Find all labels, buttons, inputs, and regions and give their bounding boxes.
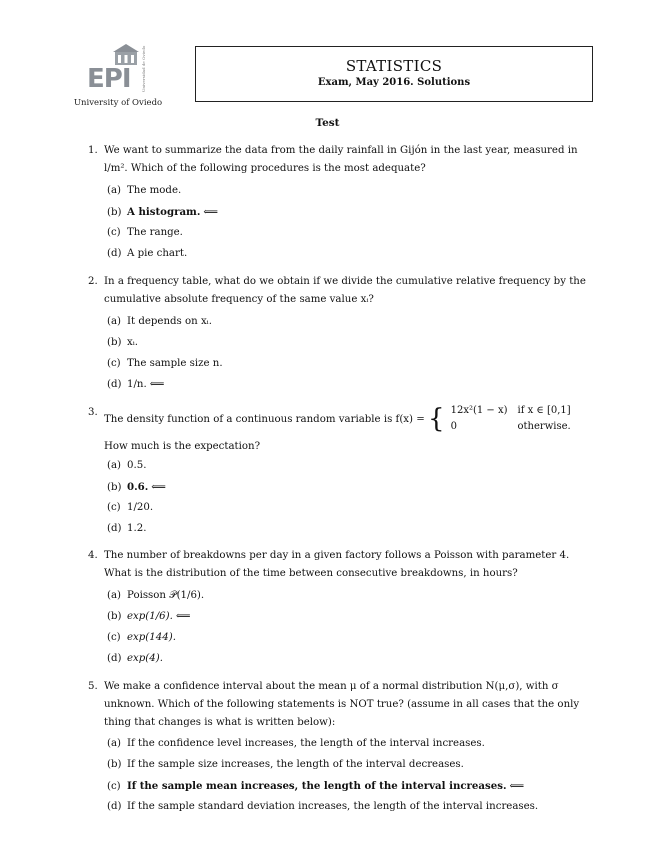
- option-correct: (b) 0.6. ⟸: [107, 481, 166, 493]
- option: (b) If the sample size increases, the length of the interval decreases.: [107, 759, 464, 770]
- option: (a) Poisson 𝒫(1/6).: [107, 590, 205, 601]
- logo-letters: EPI: [87, 64, 131, 94]
- question-text-after: How much is the expectation?: [104, 441, 261, 452]
- question-4: [88, 547, 598, 583]
- correct-marker-icon: ⟸: [203, 207, 218, 218]
- logo-side-text: Universidad de Oviedo: [141, 45, 146, 93]
- option-correct: (d) 1/n. ⟸: [107, 379, 165, 390]
- option: (b) xᵢ.: [107, 337, 139, 348]
- option: (a) If the confidence level increases, the length of the interval increases.: [107, 738, 485, 749]
- option: (d) exp(4).: [107, 653, 163, 664]
- option: (c) 1/20.: [107, 502, 154, 513]
- correct-marker-icon: ⟸: [175, 611, 191, 622]
- option-correct: (b) exp(1/6). ⟸: [107, 611, 191, 622]
- question-text: The density function of a continuous random variable is f(x) =: [104, 414, 425, 425]
- page-title: STATISTICS: [345, 57, 443, 75]
- question-2: [88, 273, 598, 309]
- question-number: 4.: [88, 550, 98, 561]
- section-title: Test: [315, 117, 340, 129]
- piecewise-cases: 12x²(1 − x) if x ∈ [0,1] 0 otherwise.: [450, 405, 571, 432]
- correct-marker-icon: ⟸: [509, 781, 525, 792]
- question-text: We make a confidence interval about the mean μ of a normal distribution N(μ,σ), with σ unknown. Which of the following statements is NOT true? (assume in all cases that the only thing that changes is what is written below):: [104, 681, 580, 728]
- brace: {: [428, 404, 445, 434]
- university-name: University of Oviedo: [73, 98, 163, 108]
- option: (a) 0.5.: [107, 460, 147, 471]
- question-1: [88, 142, 598, 178]
- option: (c) The range.: [107, 227, 183, 238]
- option: (a) The mode.: [107, 185, 182, 196]
- question-number: 2.: [88, 276, 98, 287]
- option: (d) A pie chart.: [107, 248, 188, 259]
- question-5: [88, 678, 598, 732]
- option: (c) The sample size n.: [107, 358, 223, 369]
- question-number: 1.: [88, 145, 98, 156]
- question-number: 5.: [88, 681, 98, 692]
- option-correct: (b) A histogram. ⟸: [107, 206, 218, 218]
- question-text: We want to summarize the data from the daily rainfall in Gijón in the last year, measured in l/m². Which of the following procedures is the most adequate?: [104, 145, 578, 174]
- option: (a) It depends on xᵢ.: [107, 316, 212, 327]
- page-subtitle: Exam, May 2016. Solutions: [317, 77, 471, 88]
- title-box: [195, 46, 593, 102]
- question-text: The number of breakdowns per day in a given factory follows a Poisson with parameter 4. What is the distribution of the time between consecutive breakdowns, in hours?: [104, 550, 570, 579]
- option: (c) exp(144).: [107, 632, 176, 643]
- correct-marker-icon: ⟸: [149, 379, 165, 390]
- correct-marker-icon: ⟸: [151, 482, 166, 493]
- option: (d) 1.2.: [107, 523, 147, 534]
- question-text: In a frequency table, what do we obtain if we divide the cumulative relative frequency by the cumulative absolute frequency of the same value xᵢ?: [104, 276, 586, 305]
- option: (d) If the sample standard deviation increases, the length of the interval increases.: [107, 801, 539, 812]
- question-number: 3.: [88, 407, 98, 418]
- epi-logo-graphic: [83, 40, 153, 98]
- question-3: [88, 402, 598, 456]
- option-correct: (c) If the sample mean increases, the length of the interval increases. ⟸: [107, 780, 525, 792]
- university-logo: [72, 40, 164, 108]
- building-icon: [113, 44, 139, 66]
